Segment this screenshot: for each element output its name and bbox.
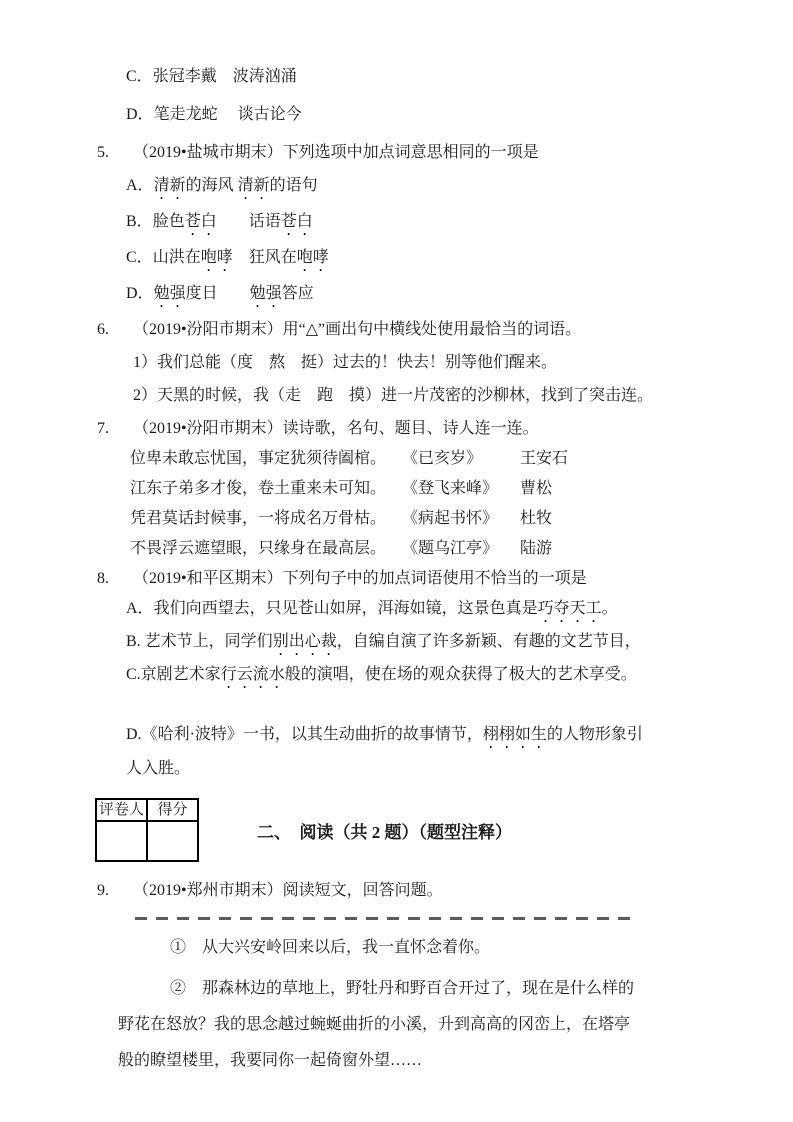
emphasized-text: 勉强	[249, 285, 282, 302]
option-text	[145, 633, 641, 650]
question-4-option-d	[126, 101, 793, 129]
section-title: 二、 阅读（共 2 题）（题型注释）	[257, 822, 512, 842]
question-9-stem	[97, 877, 793, 905]
question-5-option-d	[126, 280, 793, 311]
reading-paragraph-1: ① 从大兴安岭回来以后，我一直怀念着你。	[170, 939, 491, 956]
reviewer-header-cell: 评卷人	[96, 799, 147, 821]
option-text	[126, 726, 643, 777]
poet-name: 杜牧	[520, 510, 553, 527]
score-table-input-row	[96, 821, 198, 861]
question-5-option-c	[126, 244, 793, 275]
question-4-option-c	[126, 63, 793, 91]
question-number: 9.	[97, 882, 109, 899]
option-text	[153, 213, 313, 230]
plain-text: 的人物形象引人入胜。	[126, 726, 643, 777]
option-label: C．	[126, 68, 153, 85]
emphasized-text: 栩栩如生	[482, 726, 547, 743]
emphasized-text: 勉强	[153, 285, 186, 302]
option-text	[154, 600, 618, 617]
poem-title: 《已亥岁》	[402, 450, 483, 467]
question-stem-text: （2019•盐城市期末）下列选项中加点词意思相同的一项是	[133, 144, 539, 161]
question-number: 8.	[97, 570, 109, 587]
option-label: D．	[126, 106, 154, 123]
option-label: D．	[126, 285, 154, 302]
question-8-option-b	[126, 628, 793, 659]
emphasized-text: 清新	[237, 177, 270, 194]
plain-text: 的海风	[185, 177, 238, 194]
match-row-4	[130, 535, 793, 563]
emphasized-text: 苍白	[280, 213, 313, 230]
match-row-2	[130, 475, 793, 503]
plain-text: ，自编自演了许多新颖、有趣的文艺节目，	[336, 633, 641, 650]
plain-text: 山洪在	[152, 249, 201, 266]
option-text	[154, 285, 314, 302]
match-row-3	[130, 505, 793, 533]
verse-text: 江东子弟多才俊，卷土重来未可知。	[130, 480, 387, 497]
option-text	[153, 249, 329, 266]
plain-text: 。	[601, 600, 618, 617]
option-label: B.	[126, 633, 145, 650]
plain-text: 般的演唱，使在场的观众获得了极大的艺术享受。	[284, 666, 637, 683]
dashed-separator	[135, 917, 632, 920]
plain-text: 艺术节上，同学们	[144, 633, 273, 650]
question-stem-text: （2019•和平区期末）下列句子中的加点词语使用不恰当的一项是	[133, 570, 587, 587]
emphasized-text: 行云流水	[220, 666, 285, 683]
verse-text: 凭君莫话封候事，一将成名万骨枯。	[130, 510, 387, 527]
option-label: C．	[126, 249, 153, 266]
option-text: 笔走龙蛇 谈古论今	[153, 106, 302, 123]
poet-name: 王安石	[520, 450, 569, 467]
question-stem-text: （2019•郑州市期末）阅读短文，回答问题。	[133, 882, 443, 899]
question-stem-text: （2019•汾阳市期末）用“△”画出句中横线处使用最恰当的词语。	[133, 321, 582, 338]
question-6-item-2: 2）天黑的时候，我（走 跑 摸）进一片茂密的沙柳林，找到了突击连。	[133, 387, 654, 404]
question-8-option-a	[126, 595, 793, 626]
plain-text: 狂风在	[232, 249, 297, 266]
question-7-stem	[97, 415, 793, 443]
option-label: B．	[126, 213, 153, 230]
plain-text: 的语句	[269, 177, 318, 194]
match-row-1	[130, 445, 793, 473]
poet-name: 陆游	[520, 540, 553, 557]
question-stem-text: （2019•汾阳市期末）读诗歌，名句、题目、诗人连一连。	[133, 420, 539, 437]
score-table	[95, 798, 199, 862]
question-5-stem	[97, 139, 793, 167]
emphasized-text: 别出心裁	[272, 633, 337, 650]
plain-text: 话语	[216, 213, 281, 230]
plain-text: 度日	[185, 285, 250, 302]
score-band	[95, 798, 793, 862]
question-8-stem	[97, 565, 793, 593]
reviewer-input-cell	[96, 821, 147, 861]
poem-title: 《病起书怀》	[402, 510, 499, 527]
verse-text: 不畏浮云遮望眼，只缘身在最高层。	[130, 540, 387, 557]
emphasized-text: 巧夺天工	[537, 600, 602, 617]
emphasized-text: 清新	[153, 177, 186, 194]
option-label: A．	[126, 600, 154, 617]
question-number: 5.	[97, 144, 109, 161]
emphasized-text: 咆哮	[200, 249, 233, 266]
question-8-option-d	[126, 718, 646, 785]
score-table-header-row	[96, 799, 198, 821]
option-text: 张冠李戴 波涛汹涌	[152, 68, 297, 85]
poet-name: 曹松	[520, 480, 553, 497]
plain-text: 答应	[281, 285, 314, 302]
question-6-stem	[97, 316, 793, 344]
option-label: C.	[126, 666, 141, 683]
plain-text: 京剧艺术家	[140, 666, 221, 683]
question-number: 7.	[97, 420, 109, 437]
reading-paragraph-2: ② 那森林边的草地上，野牡丹和野百合开过了，现在是什么样的野花在怒放？我的思念越过蜿蜒曲折的小溪，升到高高的冈峦上，在塔亭般的瞭望楼里，我要同你一起倚窗外望……	[118, 980, 635, 1069]
question-5-option-b	[126, 208, 793, 239]
plain-text: 《哈利·波特》一书，以其生动曲折的故事情节，	[141, 726, 483, 743]
score-input-cell	[147, 821, 198, 861]
verse-text: 位卑未敢忘忧国，事定犹须待阖棺。	[130, 450, 387, 467]
option-text	[154, 177, 318, 194]
emphasized-text: 咆哮	[296, 249, 329, 266]
poem-title: 《登飞来峰》	[402, 480, 499, 497]
option-text	[141, 666, 637, 683]
plain-text: 我们向西望去，只见苍山如屏，洱海如镜，这景色真是	[153, 600, 538, 617]
score-header-cell: 得分	[147, 799, 198, 821]
option-label: D.	[126, 726, 142, 743]
plain-text: 脸色	[152, 213, 185, 230]
question-8-option-c	[126, 661, 793, 692]
question-5-option-a	[126, 172, 793, 203]
option-label: A．	[126, 177, 154, 194]
poem-title: 《题乌江亭》	[402, 540, 499, 557]
emphasized-text: 苍白	[184, 213, 217, 230]
question-number: 6.	[97, 321, 109, 338]
question-6-item-1: 1）我们总能（度 熬 挺）过去的！快去！别等他们醒来。	[133, 354, 558, 371]
